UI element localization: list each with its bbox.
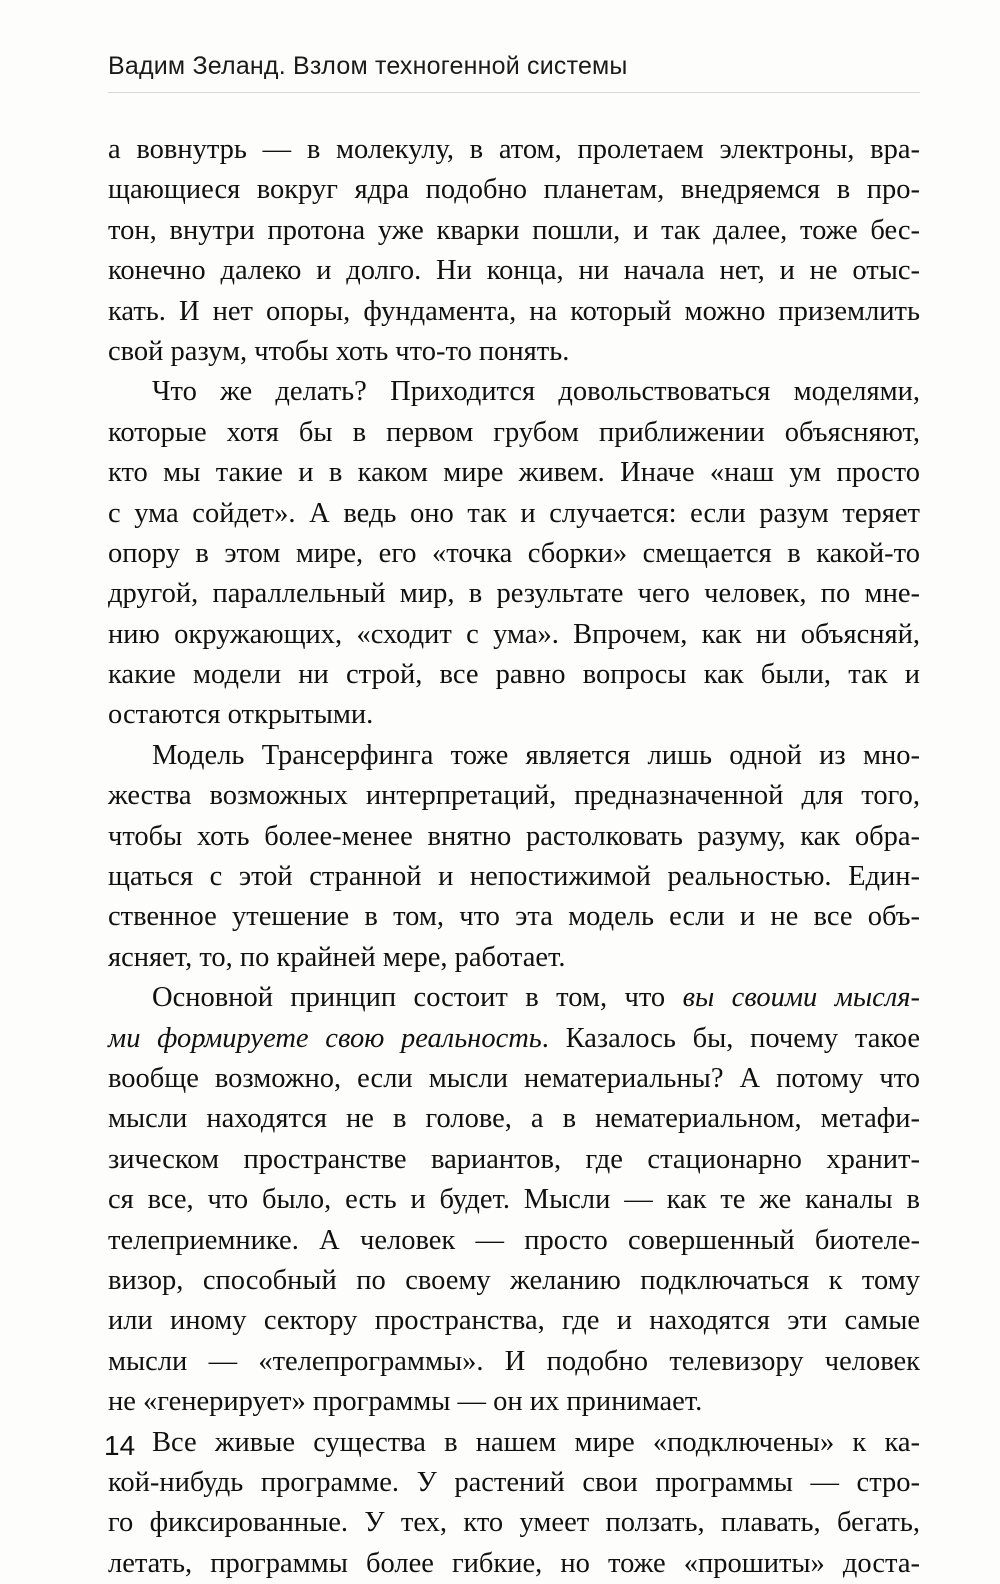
text-line: не «генерирует» программы — он их принимает. (108, 1382, 920, 1422)
text-line: а вовнутрь — в молекулу, в атом, пролетаем электроны, вра- (108, 130, 920, 170)
text-line: го фиксированные. У тех, кто умеет ползать, плавать, бегать, (108, 1503, 920, 1543)
text-run: . Казалось бы, почему такое (542, 1023, 920, 1054)
text-line: летать, программы более гибкие, но тоже «прошиты» доста- (108, 1544, 920, 1584)
text-line: какие модели ни строй, все равно вопросы как были, так и (108, 655, 920, 695)
paragraph (108, 736, 920, 978)
text-line: кто мы такие и в каком мире живем. Иначе «наш ум просто (108, 453, 920, 493)
text-line: кой-нибудь программе. У растений свои программы — стро- (108, 1463, 920, 1503)
text-line: щаться с этой странной и непостижимой реальностью. Един- (108, 857, 920, 897)
text-line: ясняет, то, по крайней мере, работает. (108, 938, 920, 978)
text-line: другой, параллельный мир, в результате чего человек, по мне- (108, 574, 920, 614)
running-head-title: Вадим Зеланд. Взлом техногенной системы (108, 52, 628, 81)
text-line: зическом пространстве вариантов, где стационарно хранит- (108, 1140, 920, 1180)
text-line: мысли — «телепрограммы». И подобно телевизору человек (108, 1342, 920, 1382)
text-line: ственное утешение в том, что эта модель если и не все объ- (108, 897, 920, 937)
text-line: конечно далеко и долго. Ни конца, ни начала нет, и не отыс- (108, 251, 920, 291)
header-divider (108, 92, 920, 93)
text-line: Все живые существа в нашем мире «подключены» к ка- (108, 1423, 920, 1463)
text-line: ся все, что было, есть и будет. Мысли — как те же каналы в (108, 1180, 920, 1220)
text-line: жества возможных интерпретаций, предназначенной для того, (108, 776, 920, 816)
text-line: чтобы хоть более-менее внятно растолковать разуму, как обра- (108, 817, 920, 857)
paragraph (108, 978, 920, 1422)
text-line: визор, способный по своему желанию подключаться к тому (108, 1261, 920, 1301)
text-line (108, 978, 920, 1018)
text-line: остаются открытыми. (108, 695, 920, 735)
paragraph (108, 372, 920, 736)
text-line (108, 1019, 920, 1059)
text-line: тон, внутри протона уже кварки пошли, и так далее, тоже бес- (108, 211, 920, 251)
body-text (108, 130, 920, 1584)
text-line: нию окружающих, «сходит с ума». Впрочем, как ни объясняй, (108, 615, 920, 655)
text-line: или иному сектору пространства, где и находятся эти самые (108, 1301, 920, 1341)
text-line: вообще возможно, если мысли нематериальны? А потому что (108, 1059, 920, 1099)
text-line: телеприемнике. А человек — просто совершенный биотеле- (108, 1221, 920, 1261)
italic-text-run: ми формируете свою реальность (108, 1023, 542, 1054)
text-run: Основной принцип состоит в том, что (152, 982, 683, 1013)
text-line: кать. И нет опоры, фундамента, на который можно приземлить (108, 292, 920, 332)
text-line: мысли находятся не в голове, а в нематериальном, метафи- (108, 1099, 920, 1139)
paragraph (108, 130, 920, 372)
text-line: которые хотя бы в первом грубом приближении объясняют, (108, 413, 920, 453)
text-line: с ума сойдет». А ведь оно так и случается: если разум теряет (108, 494, 920, 534)
text-line: Модель Трансерфинга тоже является лишь одной из мно- (108, 736, 920, 776)
page-number: 14 (104, 1430, 135, 1462)
text-line: свой разум, чтобы хоть что-то понять. (108, 332, 920, 372)
italic-text-run: вы своими мысля- (683, 982, 920, 1013)
text-line: Что же делать? Приходится довольствоваться моделями, (108, 372, 920, 412)
text-line: опору в этом мире, его «точка сборки» смещается в какой-то (108, 534, 920, 574)
text-line: щающиеся вокруг ядра подобно планетам, внедряемся в про- (108, 170, 920, 210)
paragraph (108, 1423, 920, 1584)
